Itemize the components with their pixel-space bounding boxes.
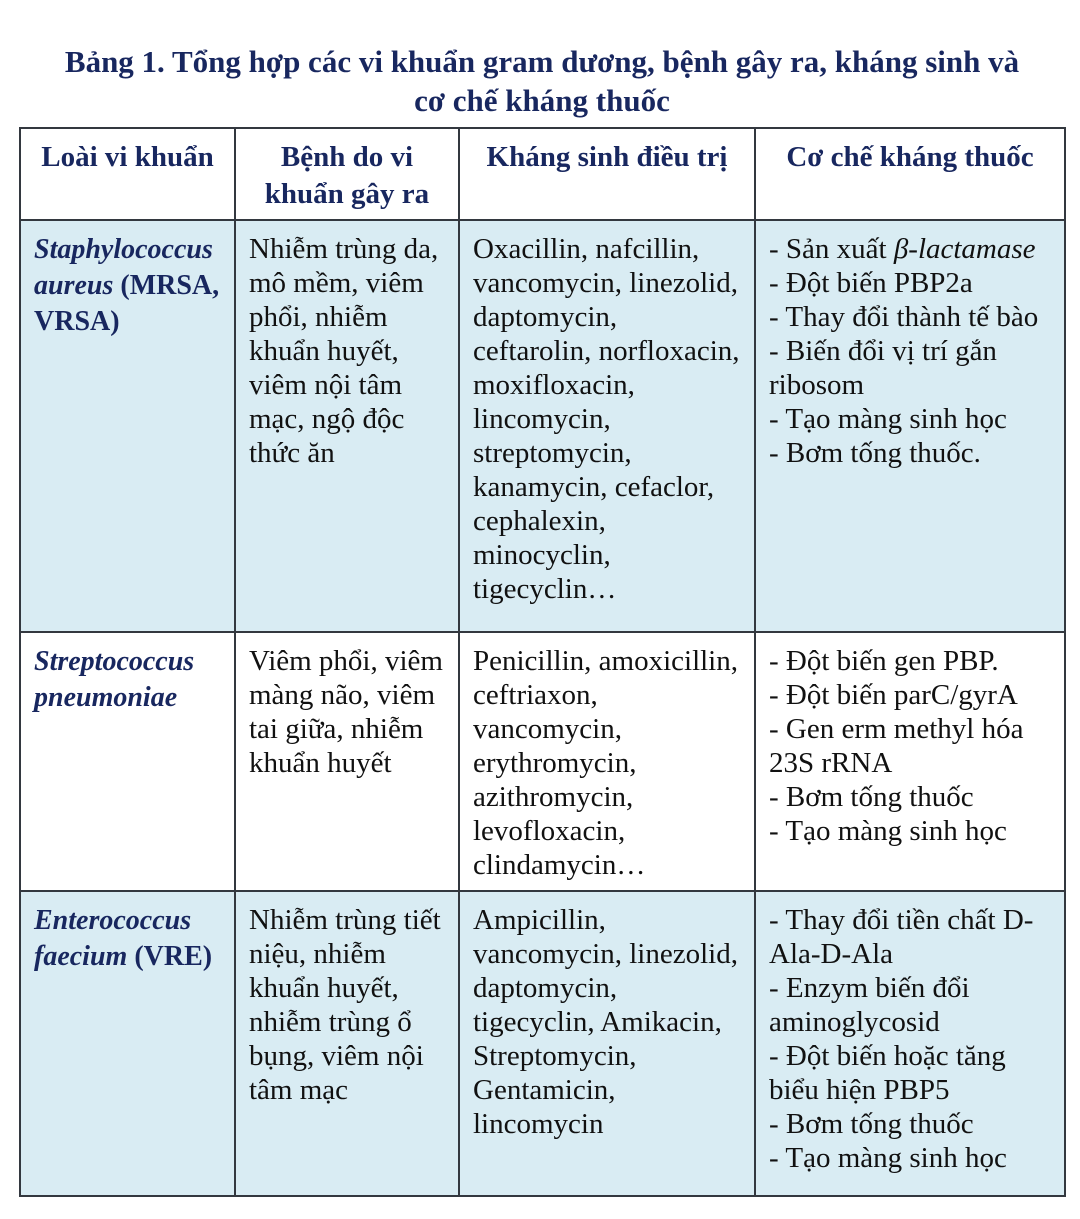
mechanism-item: - Tạo màng sinh học [769, 403, 1007, 435]
species-name: Staphylococcus aureus [34, 234, 213, 301]
table-caption-line1: Bảng 1. Tổng hợp các vi khuẩn gram dương, bệnh gây ra, kháng sinh và [64, 44, 1020, 79]
mechanism-item: - Enzym biến đổi aminoglycosid [769, 972, 970, 1038]
cell-species [20, 891, 235, 1196]
mechanism-item: - Bơm tống thuốc [769, 781, 974, 813]
cell-mechanisms [755, 220, 1065, 632]
cell-diseases: Nhiễm trùng da, mô mềm, viêm phổi, nhiễm khuẩn huyết, viêm nội tâm mạc, ngộ độc thức ăn [235, 220, 459, 632]
mechanism-item: - Bơm tống thuốc [769, 1108, 974, 1140]
mechanism-item: - Tạo màng sinh học [769, 815, 1007, 847]
species-name: Streptococcus pneumoniae [34, 646, 195, 713]
cell-diseases: Nhiễm trùng tiết niệu, nhiễm khuẩn huyết, nhiễm trùng ổ bụng, viêm nội tâm mạc [235, 891, 459, 1196]
bacteria-table [19, 127, 1066, 1197]
cell-antibiotics: Oxacillin, nafcillin, vancomycin, linezolid, daptomycin, ceftarolin, norfloxacin, moxifloxacin, lincomycin, streptomycin, kanamycin, cefaclor, cephalexin, minocyclin, tigecyclin… [459, 220, 755, 632]
species-abbreviation: (VRE) [134, 941, 213, 972]
header-diseases: Bệnh do vi khuẩn gây ra [235, 128, 459, 220]
header-row [20, 128, 1065, 220]
header-antibiotics: Kháng sinh điều trị [459, 128, 755, 220]
species-name: Enterococcus faecium [34, 905, 192, 972]
mechanism-item: - Tạo màng sinh học [769, 1142, 1007, 1174]
mechanism-item: - Biến đổi vị trí gắn ribosom [769, 335, 997, 401]
cell-diseases: Viêm phổi, viêm màng não, viêm tai giữa, nhiễm khuẩn huyết [235, 632, 459, 891]
cell-mechanisms [755, 891, 1065, 1196]
cell-antibiotics: Penicillin, amoxicillin, ceftriaxon, vancomycin, erythromycin, azithromycin, levofloxacin, clindamycin… [459, 632, 755, 891]
mechanism-item: - Đột biến PBP2a [769, 267, 973, 299]
mechanism-item: - Bơm tống thuốc. [769, 437, 981, 469]
table-row [20, 891, 1065, 1196]
mechanism-item: - Đột biến hoặc tăng biểu hiện PBP5 [769, 1040, 1006, 1106]
table-row [20, 632, 1065, 891]
mechanism-item: - Đột biến gen PBP. [769, 645, 999, 677]
header-species: Loài vi khuẩn [20, 128, 235, 220]
table-caption [20, 42, 1064, 120]
table-caption-line2: cơ chế kháng thuốc [414, 83, 670, 118]
header-mechanisms: Cơ chế kháng thuốc [755, 128, 1065, 220]
species-abbreviation: (MRSA, VRSA) [34, 270, 220, 337]
cell-species [20, 220, 235, 632]
cell-antibiotics: Ampicillin, vancomycin, linezolid, daptomycin, tigecyclin, Amikacin, Streptomycin, Gentamicin, lincomycin [459, 891, 755, 1196]
mechanism-item: - Thay đổi thành tế bào [769, 301, 1039, 333]
cell-mechanisms [755, 632, 1065, 891]
mechanism-item: - Gen erm methyl hóa 23S rRNA [769, 713, 1024, 779]
cell-species [20, 632, 235, 891]
mechanism-item: - Sản xuất β-lactamase [769, 233, 1036, 265]
table-row [20, 220, 1065, 632]
mechanism-item: - Đột biến parC/gyrA [769, 679, 1018, 711]
mechanism-item: - Thay đổi tiền chất D-Ala-D-Ala [769, 904, 1034, 970]
